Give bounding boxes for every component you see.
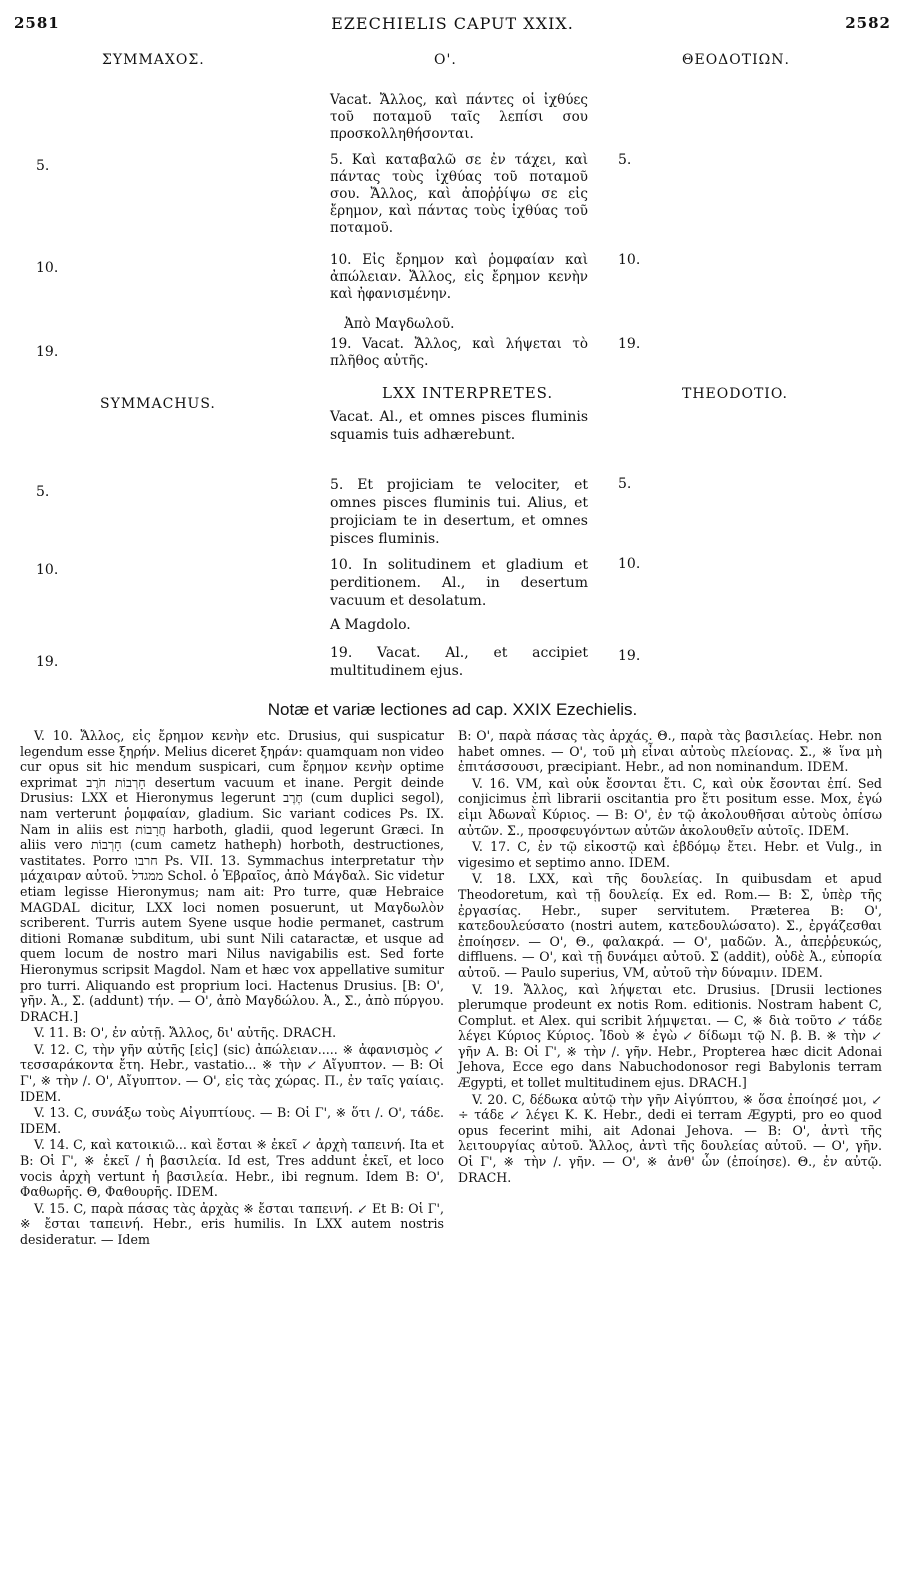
page-number-left: 2581 [14,14,60,32]
latin-verse-left-10: 10. [36,562,59,578]
col-head-symmachus-greek: ΣΥΜΜΑΧΟΣ. [102,52,205,68]
page-number-right: 2582 [845,14,891,32]
greek-row-verse-19: 19. Vacat. Ἄλλος, καὶ λήψεται τὸ πλῆθος αὐτῆς. [330,336,588,369]
note-v16: V. 16. VM, καὶ οὐκ ἔσονται ἔτι. C, καὶ οὐκ ἔσονται ἐπί. Sed conjicimus ἐπὶ librarii oscitantia pro ἔτι positum esse. Mox, ἐγώ εἰμι Ἀδωναῒ Κύριος. — B: Ο', ἐν τῷ ἀκολουθῆσαι αὐτοὺς ὀπίσω αὐτῶν. Σ., προσφευγόντων αὐτῶν ἀκολουθεῖν αὐτοῖς. IDEM. [458,775,882,838]
col-head-theodotion-greek: ΘΕΟΔΟΤΙΩΝ. [682,52,790,68]
note-v18: V. 18. LXX, καὶ τῆς δουλείας. In quibusdam et apud Theodoretum, καὶ τῇ δουλείᾳ. Ex ed. Rom.— B: Σ, ὑπὲρ τῆς ἐργασίας. Hebr., super servitutem. Præterea B: Ο', κατεδουλεύσατο (nostri autem, κατεδουλώσατο). Σ., ἐργάζεσθαι ἐποίησεν. — Ο', Θ., φαλακρά. — Ο', μαδῶν. Ἀ., ἀπεῤῥευκώς, diffluens. — Ο', καὶ τῇ δυνάμει αὐτοῦ. Σ (addit), οὐδὲ Ἀ., εὐπορία αὐτοῦ. — Paulo superius, VM, αὐτοῦ τὴν δύναμιν. IDEM. [458,871,882,980]
page-title: EZECHIELIS CAPUT XXIX. [331,14,574,33]
greek-verse-right-10: 10. [618,252,641,268]
greek-verse-right-5: 5. [618,152,632,168]
greek-row-magdolo: Ἀπὸ Μαγδωλοῦ. [344,316,455,332]
col-head-theodotion-latin: THEODOTIO. [682,386,788,402]
latin-row-verse-5: 5. Et projiciam te velociter, et omnes pisces fluminis tui. Alius, et projiciam te in desertum, et omnes pisces fluminis. [330,477,588,547]
note-v15-cont: B: Ο', παρὰ πάσας τὰς ἀρχάς. Θ., παρὰ τὰς βασιλείας. Hebr. non habet omnes. — Ο', τοῦ μὴ εἶναι αὐτοὺς πλείονας. Σ., ※ ἵνα μὴ ἐπιτάσσουσι, præcipiant. Hebr., ad non nominandum. IDEM. [458,728,882,775]
note-v17: V. 17. C, ἐν τῷ εἰκοστῷ καὶ ἑβδόμῳ ἔτει. Hebr. et Vulg., in vigesimo et septimo anno. IDEM. [458,839,882,870]
latin-row-verse-10: 10. In solitudinem et gladium et perditionem. Al., in desertum vacuum et desolatum. [330,557,588,609]
note-v15: V. 15. C, παρὰ πάσας τὰς ἀρχὰς ※ ἔσται ταπεινή. ↙ Et B: Οἱ Γ', ※ ἔσται ταπεινή. Hebr., eris humilis. In LXX autem nostris desideratur. — Idem [20,1200,444,1247]
notes-left-column [20,728,444,1249]
col-head-lxx-latin: LXX INTERPRETES. [382,384,554,402]
greek-verse-left-19: 19. [36,344,59,360]
greek-verse-right-19: 19. [618,336,641,352]
note-v14: V. 14. C, καὶ κατοικιῶ... καὶ ἔσται ※ ἐκεῖ ↙ ἀρχὴ ταπεινή. Ita et B: Οἱ Γ', ※ ἐκεῖ / ἡ βασιλεία. Id est, Tres addunt ἐκεῖ, et loco vocis ἀρχὴ vertunt ἡ βασιλεία. Hebr., ibi regnum. Idem B: Ο', Φαθωρῆς. Θ, Φαθουρῆς. IDEM. [20,1137,444,1200]
note-v12: V. 12. C, τὴν γῆν αὐτῆς [εἰς] (sic) ἀπώλειαν..... ※ ἀφανισμὸς ↙ τεσσαράκοντα ἔτη. Hebr., vastatio... ※ τὴν ↙ Αἴγυπτον. — B: Οἱ Γ', ※ τὴν /. Ο', Αἴγυπτον. — Ο', εἰς τὰς χώρας. Π., ἐν ταῖς γαίαις. IDEM. [20,1041,444,1104]
notes-title: Notæ et variæ lectiones ad cap. XXIX Ezechielis. [267,700,638,719]
note-v11: V. 11. B: Ο', ἐν αὐτῇ. Ἄλλος, δι' αὐτῆς. DRACH. [34,1025,337,1041]
latin-verse-right-10: 10. [618,556,641,572]
notes-right-column [458,728,882,1186]
latin-row-magdolo: A Magdolo. [330,617,411,633]
note-v10: V. 10. Ἄλλος, εἰς ἔρημον κενὴν etc. Drusius, qui suspicatur legendum esse ξηρήν. Melius diceret ξηράν: quamquam non video cur opus sit hic mendum suspicari, cum ἔρημον κενὴν optime exprimat חָרְבוֹת חֹרֶב desertum vacuum et inane. Pergit deinde Drusius: LXX et Hieronymus legerunt חֶרֶב (cum duplici segol), nam verterunt ῥομφαίαν, gladium. Sic variant codices Ps. IX. Nam in aliis est חֲרָבוֹת harboth, gladii, quod legerunt Græci. In aliis vero חָרְבוֹת (cum cametz hatheph) horboth, destructiones, vastitates. Porro חרבו Ps. VII. 13. Symmachus interpretatur τὴν μάχαιραν αὐτοῦ. ממגדל Schol. ὁ Ἑβραῖος, ἀπὸ Μάγδαλ. Sic videtur etiam legisse Hieronymus; nam ait: Pro turre, quæ Hebraice MAGDAL dicitur, LXX loci nomen posuerunt, ut Μαγδωλὸν scriberent. Turris autem Syene usque hodie permanet, castrum ditioni Romanæ subditum, ubi sunt Nili cataractæ, et usque ad quem locum de nostro mari Nilus navigabilis est. Sed forte Hieronymus scripsit Magdol. Nam et hæc vox appellative sumitur pro turri. Aliquando est proprium loci. Hactenus Drusius. [B: Ο', γῆν. Ἀ., Σ. (addunt) τήν. — Ο', ἀπὸ Μαγδώλου. Ἀ., Σ., ἀπὸ πύργου. DRACH.] [20,728,445,1024]
latin-verse-right-19: 19. [618,648,641,664]
latin-row-verse-19: 19. Vacat. Al., et accipiet multitudinem ejus. [330,645,588,679]
note-v19: V. 19. Ἄλλος, καὶ λήψεται etc. Drusius. [Drusii lectiones plerumque prodeunt ex notis Rom. editionis. Nostram habent C, Complut. et Alex. qui scribit λήμψεται. — C, ※ διὰ τοῦτο ↙ τάδε λέγει Κύριος Κύριος. Ἰδοὺ ※ ἐγὼ ↙ δίδωμι τῷ Ν. β. Β. ※ τὴν ↙ γῆν Α. B: Οἱ Γ', ※ τὴν /. γῆν. Hebr., Propterea hæc dicit Adonai Jehova, Ecce ego dans Nabuchodonosor regi Babylonis terram Ægypti, et tollet multitudinem ejus. DRACH.] [458,981,882,1091]
latin-verse-right-5: 5. [618,476,632,492]
greek-verse-left-10: 10. [36,260,59,276]
latin-row-vacat: Vacat. Al., et omnes pisces fluminis squamis tuis adhærebunt. [330,409,588,443]
note-v13: V. 13. C, συνάξω τοὺς Αἰγυπτίους. — B: Οἱ Γ', ※ ὅτι /. Ο', τάδε. IDEM. [20,1105,444,1136]
latin-verse-left-19: 19. [36,654,59,670]
greek-row-verse-10: 10. Εἰς ἔρημον καὶ ῥομφαίαν καὶ ἀπώλειαν. Ἄλλος, εἰς ἔρημον κενὴν καὶ ἠφανισμένην. [330,252,588,302]
col-head-lxx-greek: Ο'. [434,52,457,68]
note-v20: V. 20. C, δέδωκα αὐτῷ τὴν γῆν Αἰγύπτου, ※ ὅσα ἐποίησέ μοι, ↙ ÷ τάδε ↙ λέγει Κ. Κ. Hebr., dedi ei terram Ægypti, pro eo quod opus fecerint mihi, ait Adonai Jehova. — B: Ο', ἀντὶ τῆς λειτουργίας αὐτοῦ. Ἄλλος, ἀντὶ τῆς δουλείας αὐτοῦ. — Ο', γῆν. Οἱ Γ', ※ τὴν /. γῆν. — Ο', ※ ἀνθ' ὧν (ἐποίησε). Θ., ἐν αὐτῷ. DRACH. [458,1091,882,1185]
greek-verse-left-5: 5. [36,158,50,174]
greek-row-vacat: Vacat. Ἄλλος, καὶ πάντες οἱ ἰχθύες τοῦ ποταμοῦ ταῖς λεπίσι σου προσκολληθήσονται. [330,92,588,142]
greek-row-verse-5: 5. Καὶ καταβαλῶ σε ἐν τάχει, καὶ πάντας τοὺς ἰχθύας τοῦ ποταμοῦ σου. Ἄλλος, καὶ ἀποῤῥίψω σε εἰς ἔρημον, καὶ πάντας τοὺς ἰχθύας τοῦ ποταμοῦ. [330,152,588,236]
latin-verse-left-5: 5. [36,484,50,500]
col-head-symmachus-latin: SYMMACHUS. [100,396,216,412]
